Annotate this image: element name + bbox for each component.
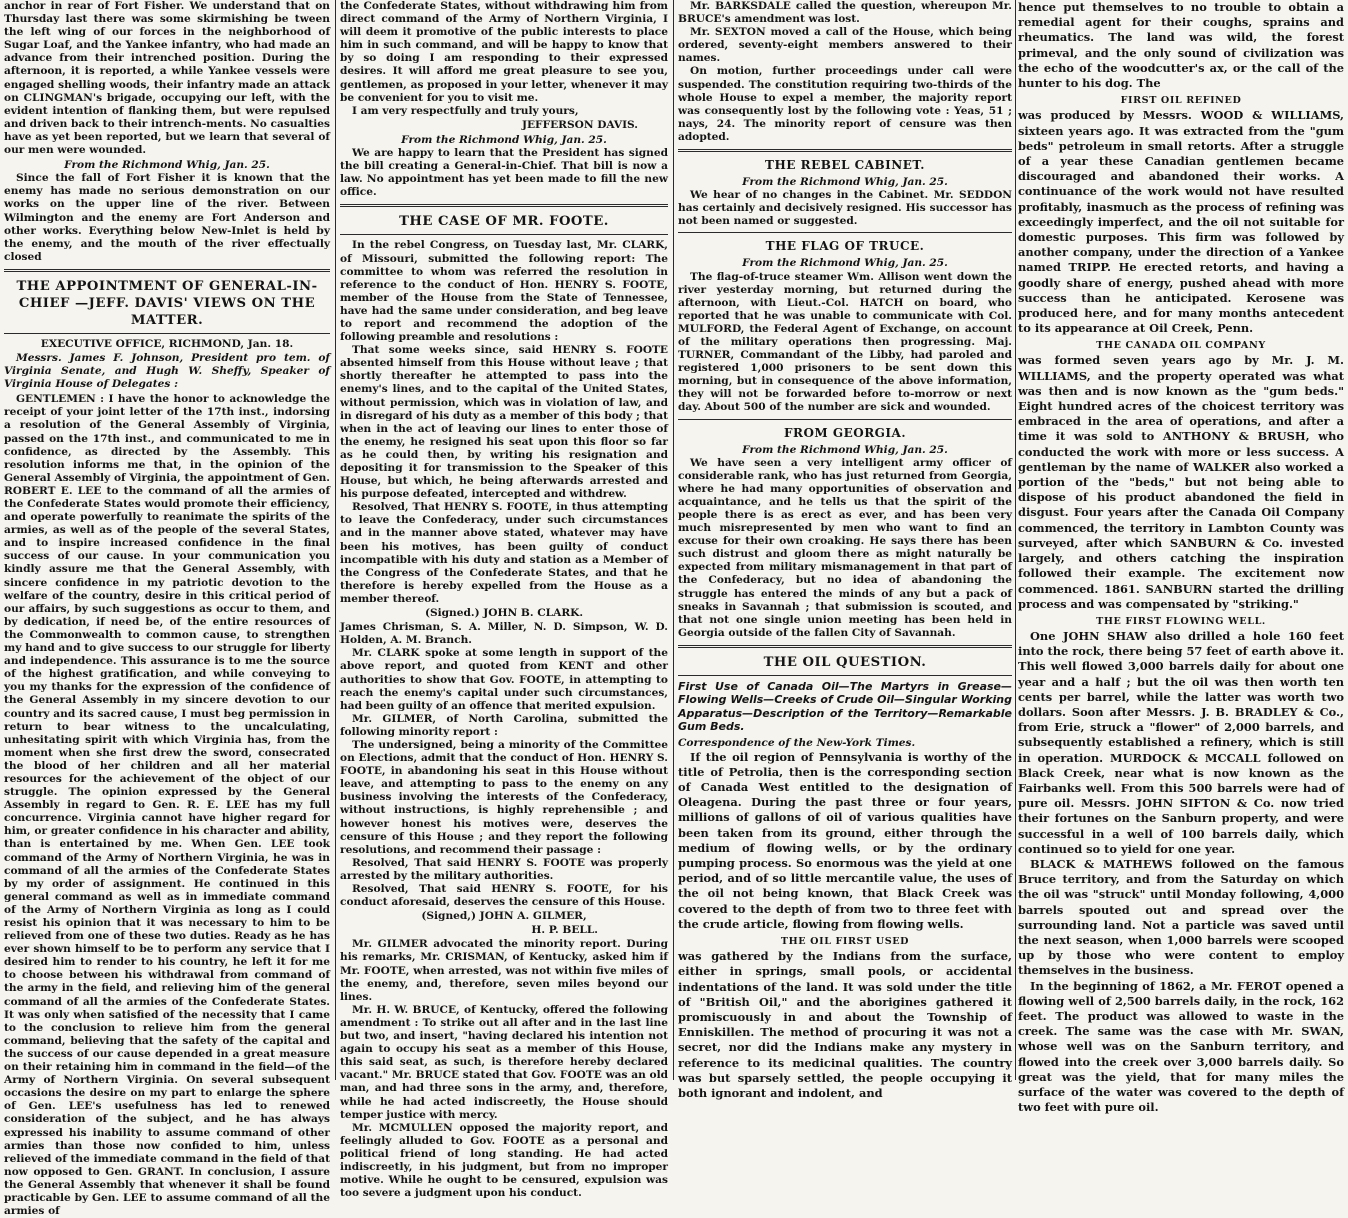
article-text: was produced by Messrs. WOOD & WILLIAMS, sixteen years ago. It was extracted from the "gum beds" petroleum in small retorts. After a struggle of a year these Canadian gentlemen became discouraged and abandoned their works. A continuance of the work would not have resulted profitably, inasmuch as the process of refining was exceedingly imperfect, and the oil not suitable for domestic purposes. This firm was followed by another company, under the direction of a Yankee named TRIPP. He erected retorts, and having a goodly share of energy, pushed ahead with more success than he anticipated. Kerosene was produced here, and for many months antecedent to its appearance at Oil Creek, Penn. (1018, 108, 1344, 336)
article-text: was gathered by the Indians from the surface, either in springs, small pools, or accidental indentations of the land. It was sold under the title of "British Oil," and the aborigines gathered it promiscuously in and about the Township of Enniskillen. The method of procuring it was not a secret, nor did the Indians make any mystery in reference to its medicinal qualities. The country was but sparsely settled, the people occupying it both ignorant and indolent, and (678, 949, 1012, 1101)
letter-text: the Confederate States, without withdrawing him from direct command of the Army of Northern Virginia, I will deem it promotive of the public interests to place him in such command, and will be happy to know that by so doing I am responding to their expressed desires. It will afford me great pleasure to see you, gentlemen, as proposed in your letter, whenever it may be convenient for you to visit me. (340, 0, 668, 104)
article-text: The flag-of-truce steamer Wm. Allison went down the river yesterday morning, but returned during the afternoon, with Lieut.-Col. HATCH on board, who reported that he was unable to communicate with Col. MULFORD, the Federal Agent of Exchange, on account of the military operations then progressing. Maj. TURNER, Commandant of the Libby, had paroled and registered 1,000 prisoners to be sent down this morning, but in consequence of the above information, they will not be forwarded before to-morrow or next day. About 500 of the number are sick and wounded. (678, 270, 1012, 414)
signature: H. P. BELL. (531, 924, 598, 937)
article-text: Resolved, That HENRY S. FOOTE, in thus attempting to leave the Confederacy, under such circumstances and in the manner above stated, whatever may have been his motives, has been guilty of conduct incompatible with his duty and station as a Member of the Congress of the Confederate States, and that he therefore is hereby expelled from the House as a member thereof. (340, 501, 668, 605)
article-text: Mr. SEXTON moved a call of the House, which being ordered, seventy-eight members answered to their names. (678, 26, 1012, 65)
article-text: The undersigned, being a minority of the Committee on Elections, admit that the conduct of Hon. HENRY S. FOOTE, in abandoning his seat in this House without leave, and attempting to pass to the enemy on any business involving the interests of the Confederacy, without instructions, is highly reprehensible ; and however honest his motives were, deserves the censure of this House ; and they report the following resolutions, and recommend their passage : (340, 738, 668, 856)
column-1 (4, 0, 330, 1218)
section-divider (678, 645, 1012, 648)
section-divider (340, 204, 668, 207)
article-text: If the oil region of Pennsylvania is worthy of the title of Petrolia, then is the corresponding section of Canada West entitled to the designation of Oleagena. During the past three or four years, millions of gallons of oil of various qualities have been taken from its ground, either through the medium of flowing wells, or by the ordinary pumping process. So enormous was the yield at one period, and of so little mercantile value, the uses of the oil not being known, that Black Creek was covered to the depth of from two to three feet with the crude article, flowing from flowing wells. (678, 749, 1012, 931)
section-headline: THE OIL QUESTION. (763, 654, 927, 670)
article-text: was formed seven years ago by Mr. J. M. WILLIAMS, and the property operated was what was then and is now known as the "gum beds." Eight hundred acres of the choicest territory was embraced in the area of operations, and after a time it was sold to ANTHONY & BRUSH, who conducted the work with more or less success. A gentleman by the name of WALKER also worked a portion of the "beds," but not being able to dispose of his product abandoned the field in disgust. Four years after the Canada Oil Company commenced, the territory in Lambton County was surveyed, after which SANBURN & Co. invested largely, and others catching the inspiration followed their example. The excitement now commenced. 1861. SANBURN started the drilling process and was compensated by "striking." (1018, 353, 1344, 611)
correspondence-line: Correspondence of the New-York Times. (678, 736, 916, 749)
article-text: In the rebel Congress, on Tuesday last, Mr. CLARK, of Missouri, submitted the following report: The committee to whom was referred the resolution in reference to the conduct of Hon. HENRY S. FOOTE, member of the House from the State of Tennessee, have had the same under consideration, and beg leave to report and recommend the adoption of the following preamble and resolutions : (340, 239, 668, 344)
subheading: FIRST OIL REFINED (1120, 95, 1242, 107)
article-text: Resolved, That said HENRY S. FOOTE, for his conduct aforesaid, deserves the censure of this House. (340, 883, 668, 909)
dateline: From the Richmond Whig, Jan. 25. (742, 443, 948, 456)
article-text: Mr. MCMULLEN opposed the majority report, and feelingly alluded to Gov. FOOTE as a personal and political friend of long standing. He had acted indiscreetly, in his judgment, but from no improper motive. While he ought to be censured, expulsion was too severe a judgment upon his conduct. (340, 1121, 668, 1200)
column-2 (340, 0, 668, 1200)
article-text: Mr. CLARK spoke at some length in support of the above report, and quoted from KENT and other authorities to show that Gov. FOOTE, in attempting to reach the enemy's capital under such circumstances, had been guilty of an offence that merited expulsion. (340, 647, 668, 712)
article-text: We hear of no changes in the Cabinet. Mr. SEDDON has certainly and decisively resigned. His successor has not been named or suggested. (678, 189, 1012, 228)
section-divider (678, 149, 1012, 152)
article-text: Resolved, That said HENRY S. FOOTE was properly arrested by the military authorities. (340, 856, 668, 882)
letter-closing: I am very respectfully and truly yours, (352, 104, 579, 117)
article-text: BLACK & MATHEWS followed on the famous Bruce territory, and from the Saturday on which the oil was "struck" until Monday following, 4,000 barrels spouted out and spread over the surrounding land. Not a particle was saved until the next season, when 1,000 barrels were scooped up by those who were content to employ themselves in the business. (1018, 857, 1344, 978)
article-text: In the beginning of 1862, a Mr. FEROT opened a flowing well of 2,500 barrels daily, in the rock, 162 feet. The product was allowed to waste in the creek. The same was the case with Mr. SWAN, whose well was on the Sanburn territory, and flowed into the creek over 3,000 barrels daily. So great was the yield, that for many miles the surface of the water was covered to the depth of two feet with pure oil. (1018, 978, 1344, 1115)
dateline: From the Richmond Whig, Jan. 25. (401, 133, 607, 146)
article-text: Mr. GILMER, of North Carolina, submitted the following minority report : (340, 712, 668, 738)
signature: (Signed.) JOHN B. CLARK. (424, 607, 584, 620)
article-text: On motion, further proceedings under call were suspended. The constitution requiring two-thirds of the whole House to expel a member, the majority report was consequently lost by the following vote : Yeas, 51 ; nays, 24. The minority report of censure was then adopted. (678, 65, 1012, 143)
oil-article (678, 654, 1012, 1101)
address-line: Messrs. James F. Johnson, President pro tem. of Virginia Senate, and Hugh W. Sheffy, Speaker of Virginia House of Delegates : (4, 351, 330, 391)
article-text: We have seen a very intelligent army officer of considerable rank, who has just returned from Georgia, where he had many opportunities of observation and acquaintance, and he tells us that the spirit of the people there is as erect as ever, and has been very much misrepresented by men who want to find an excuse for their own croaking. He says there has been such distrust and gloom there as might naturally be expected from military mismanagement in that part of the Confederacy, but no idea of abandoning the struggle has entered the minds of any but a pack of sneaks in Savannah ; that submission is scouted, and that not one single union meeting has been held in Georgia outside of the fallen City of Savannah. (678, 456, 1012, 639)
dateline: From the Richmond Whig, Jan. 25. (742, 257, 948, 270)
article-deck: First Use of Canada Oil—The Martyrs in Grease—Flowing Wells—Creeks of Crude Oil—Singular Working Apparatus—Description of the Territory—Remarkable Gum Beds. (678, 679, 1012, 734)
column-4 (1018, 0, 1344, 1115)
subheading: THE CANADA OIL COMPANY (1096, 340, 1266, 352)
letter-text: GENTLEMEN : I have the honor to acknowledge the receipt of your joint letter of the 17th inst., indorsing a resolution of the General Assembly of Virginia, passed on the 17th inst., and communicated to me in confidence, as directed by the Assembly. This resolution informs me that, in the opinion of the General Assembly of Virginia, the appointment of Gen. ROBERT E. LEE to the command of all the armies of the Confederate States would promote their efficiency, and operate powerfully to reanimate the spirits of the armies, as well as of the people of the several States, and to inspire increased confidence in the final success of our cause. In your communication you kindly assure me that the General Assembly, with sincere confidence in my patriotic devotion to the welfare of the country, desire in this critical period of our affairs, by such suggestions as occur to them, and by dedication, if need be, of the entire resources of the Commonwealth to common cause, to strengthen my hand and to give success to our struggle for liberty and independence. This assurance is to me the source of the highest gratification, and while conveying to you my thanks for the expression of the confidence of the General Assembly in my sincere devotion to our country and its sacred cause, I must beg permission in return to bear witness to the uncalculating, unhesitating spirit with which Virginia has, from the moment when she first drew the sword, consecrated the blood of her children and all her material resources for the achievement of the object of our struggle. The opinion expressed by the General Assembly in regard to Gen. R. E. LEE has my full concurrence. Virginia cannot have higher regard for him, or greater confidence in his character and ability, than is entertained by me. When Gen. LEE took command of the Army of Northern Virginia, he was in command of all the armies of the Confederate States by my order of assignment. He continued in this general command as well as in immediate command of the Army of Northern Virginia as long as I could resist his opinion that it was necessary to him to be relieved from one of these two duties. Ready as he has ever shown himself to be to perform any service that I desired him to render to his country, he left it for me to choose between his withdrawal from command of the army in the field, and relieving him of the general command of all the armies of the Confederate States. It was only when satisfied of the necessity that I came to the conclusion to relieve him from the general command, believing that the safety of the capital and the success of our cause depended in a great measure on their retaining him in command in the field—of the Army of Northern Virginia. On several subsequent occasions the desire on my part to enlarge the sphere of Gen. LEE's usefulness has led to renewed consideration of the subject, and he has always expressed his inability to assume command of other armies than those now confided to him, unless relieved of the immediate command in the field of that now opposed to Gen. GRANT. In conclusion, I assure the General Assembly that whenever it shall be found practicable by Gen. LEE to assume command of all the armies of (4, 393, 330, 1218)
article-text: anchor in rear of Fort Fisher. We understand that on Thursday last there was some skirmishing be tween the left wing of our forces in the neighborhood of Sugar Loaf, and the Yankee infantry, who had made an advance from their intrenched position. During the afternoon, it is reported, a while Yankee vessels were engaged shelling woods, their infantry made an attack on CLINGMAN's brigade, occupying our left, with the evident intention of flanking them, but were repulsed and driven back to their intrench-ments. No casualties have as yet been reported, but we learn that several of our men were wounded. (4, 0, 330, 157)
column-rule (1015, 0, 1016, 1080)
section-divider (678, 675, 1012, 676)
article-text: We are happy to learn that the President has signed the bill creating a General-in-Chief. That bill is now a law. No appointment has yet been made to fill the new office. (340, 147, 668, 199)
dateline: From the Richmond Whig, Jan. 25. (742, 176, 948, 189)
section-divider (678, 419, 1012, 420)
article-text: One JOHN SHAW also drilled a hole 160 feet into the rock, there being 57 feet of earth above it. This well flowed 3,000 barrels daily for about one year and a half ; but the oil was then worth ten cents per barrel, while the latter was worth two dollars. Soon after Messrs. J. B. BRADLEY & Co., from Erie, struck a "flower" of 2,000 barrels, and subsequently established a refinery, which is still in operation. MURDOCK & MCCALL followed on Black Creek, near what is now known as the Fairbanks well. From this 500 barrels were had of pure oil. Messrs. JOHN SIFTON & Co. now tried their fortunes on the Sanburn property, and were successful in a well of 100 barrels daily, which continued so to yield for one year. (1018, 629, 1344, 856)
signature: JEFFERSON DAVIS. (521, 118, 638, 131)
section-headline: FROM GEORGIA. (783, 425, 907, 440)
subheading: THE OIL FIRST USED (780, 936, 910, 948)
column-3 (678, 0, 1012, 1101)
section-headline: THE APPOINTMENT OF GENERAL-IN-CHIEF —JEFF. DAVIS' VIEWS ON THE MATTER. (16, 278, 318, 328)
article-text: That some weeks since, said HENRY S. FOOTE absented himself from this House without leave ; that shortly thereafter he attempted to pass into the enemy's lines, and to the capital of the United States, without permission, which was in violation of law, and in disregard of his duty as a member of this body ; that when in the act of leaving our lines to enter those of the enemy, he resigned his seat upon this floor so far as he could then, by writing his resignation and depositing it for transmission to the Speaker of this House, but which, he being afterwards arrested and his purpose defeated, intercepted and withdrew. (340, 344, 668, 501)
column-rule (673, 0, 674, 1080)
section-headline: THE CASE OF MR. FOOTE. (399, 214, 609, 230)
signatories: James Chrisman, S. A. Miller, N. D. Simpson, W. D. Holden, A. M. Branch. (340, 621, 668, 647)
article-text: hence put themselves to no trouble to obtain a remedial agent for their coughs, sprains and rheumatics. The land was wild, the forest primeval, and the only sound of civilization was the echo of the woodcutter's ax, or the call of the hunter to his dog. The (1018, 0, 1344, 91)
section-headline: THE FLAG OF TRUCE. (765, 239, 925, 254)
article-text: Mr. H. W. BRUCE, of Kentucky, offered the following amendment : To strike out all after and in the last line but two, and insert, "having declared his intention not again to occupy his seat as a member of this House, this said seat, as such, is therefore hereby declared vacant." Mr. BRUCE stated that Gov. FOOTE was an old man, and had three sons in the army, and, therefore, while he had acted indiscreetly, the House should temper justice with mercy. (340, 1003, 668, 1121)
subheading: THE FIRST FLOWING WELL. (1096, 615, 1266, 627)
article-text: Since the fall of Fort Fisher it is known that the enemy has made no serious demonstration on our works on the upper line of the river. Between Wilmington and the enemy are Fort Anderson and other works. Everything below New-Inlet is held by the enemy, and the mouth of the river effectually closed (4, 172, 330, 263)
dateline: From the Richmond Whig, Jan. 25. (64, 159, 270, 172)
office-line: EXECUTIVE OFFICE, RICHMOND, Jan. 18. (40, 337, 294, 350)
section-divider (4, 269, 330, 272)
column-rule (335, 0, 336, 1080)
section-headline: THE REBEL CABINET. (765, 158, 925, 173)
section-divider (678, 232, 1012, 233)
section-divider (340, 234, 668, 235)
article-text: Mr. BARKSDALE called the question, whereupon Mr. BRUCE's amendment was lost. (678, 0, 1012, 26)
signature: (Signed,) JOHN A. GILMER, (421, 910, 587, 923)
section-divider (4, 333, 330, 334)
article-text: Mr. GILMER advocated the minority report. During his remarks, Mr. CRISMAN, of Kentucky, asked him if Mr. FOOTE, when arrested, was not within five miles of the enemy, and, therefore, seven miles beyond our lines. (340, 938, 668, 1003)
